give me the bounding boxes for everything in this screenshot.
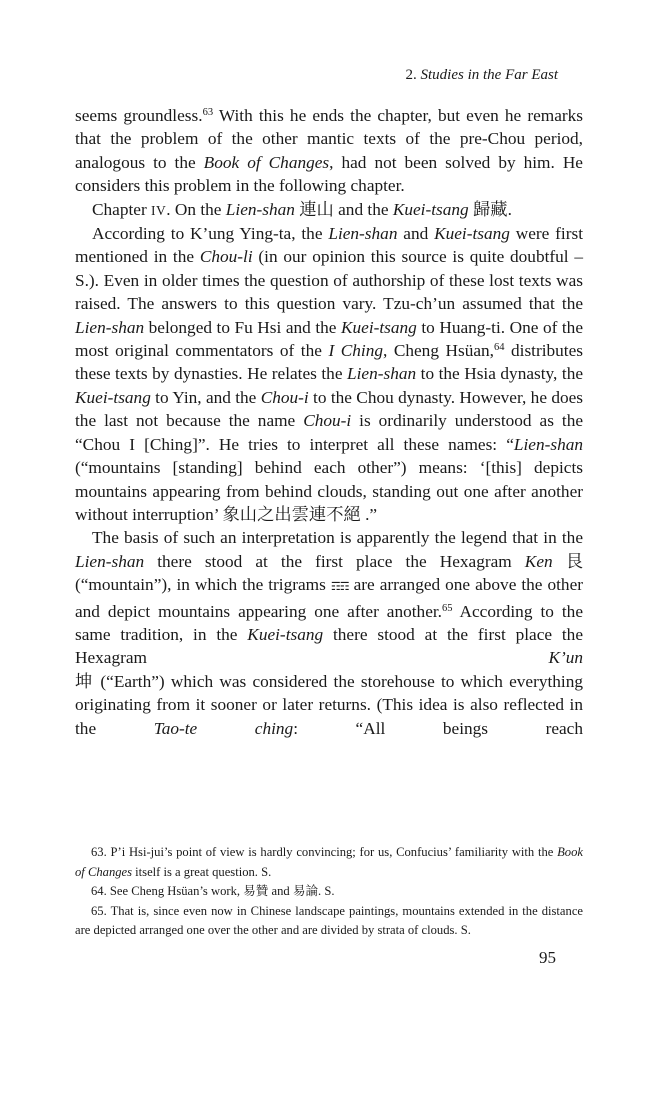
- chinese-characters: 歸藏: [468, 199, 508, 219]
- running-header: [406, 67, 559, 84]
- text-run: (in our opinion this source is quite doubtful – S.). Even in older times the question of authorship of these lost texts was raised. The answers to this question vary. Tzu-ch’un assumed that the: [75, 247, 583, 314]
- paragraph-1: [75, 104, 583, 198]
- text-run: to the Chou dynasty. However, he does the last not because the name: [75, 387, 583, 431]
- text-run: and: [397, 224, 435, 244]
- footnote-number: 65.: [91, 903, 107, 918]
- text-run: and: [268, 884, 293, 898]
- title-kuei-tsang: Kuei-tsang: [434, 224, 510, 244]
- title-lien-shan: Lien-shan: [75, 317, 145, 337]
- trigram-symbols: ☶☶: [330, 581, 349, 594]
- footnote-63: [75, 843, 583, 882]
- footnote-number: 63.: [91, 845, 107, 859]
- text-run: to Yin, and the: [150, 387, 261, 407]
- title-lien-shan: Lien-shan: [347, 364, 417, 384]
- chapter-roman-numeral: IV: [151, 202, 167, 218]
- title-chou-li: Chou-li: [199, 247, 253, 267]
- text-run: According to the same tradition, in the: [75, 601, 583, 644]
- text-run: belonged to Fu Hsi and the: [144, 317, 341, 337]
- text-run: P’i Hsi-jui’s point of view is hardly convincing; for us, Confucius’ familiarity with the: [106, 845, 558, 859]
- chinese-characters: 易論: [292, 884, 319, 898]
- footnote-64: [75, 882, 583, 902]
- text-run: (“mountains [standing] behind each other”) means: ‘[this] depicts mountains appearing from behind clouds, standing out one after another without interruption’: [75, 458, 583, 524]
- text-run: were first mentioned in the: [75, 224, 583, 267]
- text-run: , Cheng Hsüan,: [382, 341, 494, 361]
- chinese-characters: 易贊: [243, 884, 269, 898]
- chinese-character: 艮: [552, 551, 584, 571]
- hexagram-ken: Ken: [524, 551, 553, 571]
- text-run: : “All beings reach: [293, 718, 583, 738]
- footnote-ref-65: 65: [442, 602, 453, 614]
- title-kuei-tsang: Kuei-tsang: [75, 387, 151, 407]
- hexagram-kun: K’un: [548, 648, 583, 668]
- title-lien-shan: Lien-shan: [513, 434, 583, 454]
- chinese-quotation: 象山之出雲連不絕: [222, 504, 361, 524]
- title-book-of-changes: Book of Changes: [203, 152, 330, 172]
- text-run: See Cheng Hsüan’s work,: [106, 884, 244, 898]
- footnote-65: [75, 902, 583, 941]
- text-run: to Huang-ti. One of the most original commentators of the: [75, 317, 583, 361]
- title-book-of-changes: Book of Changes: [75, 845, 583, 879]
- text-run: and the: [333, 199, 393, 219]
- section-number: 2.: [405, 67, 417, 83]
- title-i-ching: I Ching: [328, 341, 383, 361]
- title-kuei-tsang: Kuei-tsang: [247, 624, 324, 644]
- paragraph-3: [75, 222, 583, 526]
- title-chou-i: Chou-i: [303, 411, 352, 431]
- title-tao-te-ching: Tao-te ching: [153, 718, 294, 738]
- paragraph-chapter-heading: [75, 198, 583, 222]
- title-lien-shan: Lien-shan: [225, 199, 295, 219]
- text-run: .: [507, 199, 512, 219]
- text-run: . S.: [318, 884, 335, 898]
- footnote-ref-64: 64: [493, 342, 505, 354]
- title-lien-shan: Lien-shan: [328, 224, 398, 244]
- text-run: , had not been solved by him. He considers this problem in the following chapter.: [75, 152, 583, 196]
- text-run: there stood at the first place the Hexagram: [75, 624, 583, 668]
- title-kuei-tsang: Kuei-tsang: [340, 317, 417, 337]
- text-run: itself is a great question. S.: [132, 864, 272, 879]
- footnote-number: 64.: [91, 884, 107, 898]
- section-title: Studies in the Far East: [420, 67, 558, 83]
- text-run: seems groundless.: [75, 106, 203, 125]
- page-number: 95: [539, 948, 556, 967]
- footnotes: [75, 843, 583, 941]
- title-lien-shan: Lien-shan: [75, 551, 145, 571]
- text-run: to the Hsia dynasty, the: [416, 364, 583, 384]
- text-run: is ordinarily understood as the “Chou I [Ching]”. He tries to interpret all these names: “: [75, 411, 584, 454]
- text-run: there stood at the first place the Hexagram: [144, 551, 525, 571]
- text-run: Chapter: [92, 199, 152, 219]
- text-run: The basis of such an interpretation is apparently the legend that in the: [92, 528, 583, 548]
- text-run: are arranged one above the other and depict mountains appearing one after another.: [75, 575, 583, 621]
- title-kuei-tsang: Kuei-tsang: [392, 199, 469, 219]
- chinese-character: 坤: [75, 671, 95, 691]
- text-run: . On the: [166, 199, 226, 219]
- main-text: [75, 104, 583, 740]
- text-run: (“Earth”) which was considered the storehouse to which everything originating from it sooner or later returns. (This idea is also reflected in the: [75, 671, 583, 738]
- title-chou-i: Chou-i: [260, 387, 309, 407]
- chinese-characters: 連山: [294, 199, 334, 219]
- text-run: .”: [360, 504, 378, 524]
- text-run: That is, since even now in Chinese landscape paintings, mountains extended in the distance are depicted arranged one over the other and are divided by strata of clouds. S.: [75, 903, 583, 937]
- footnote-ref-63: 63: [202, 107, 214, 118]
- text-run: (“mountain”), in which the trigrams: [75, 575, 331, 595]
- text-run: According to K’ung Ying-ta, the: [92, 224, 329, 244]
- text-run: With this he ends the chapter, but even he remarks that the problem of the other mantic texts of the pre-Chou period, analogous to the: [75, 106, 583, 172]
- text-run: distributes these texts by dynasties. He relates the: [75, 341, 584, 384]
- paragraph-4: [75, 526, 583, 740]
